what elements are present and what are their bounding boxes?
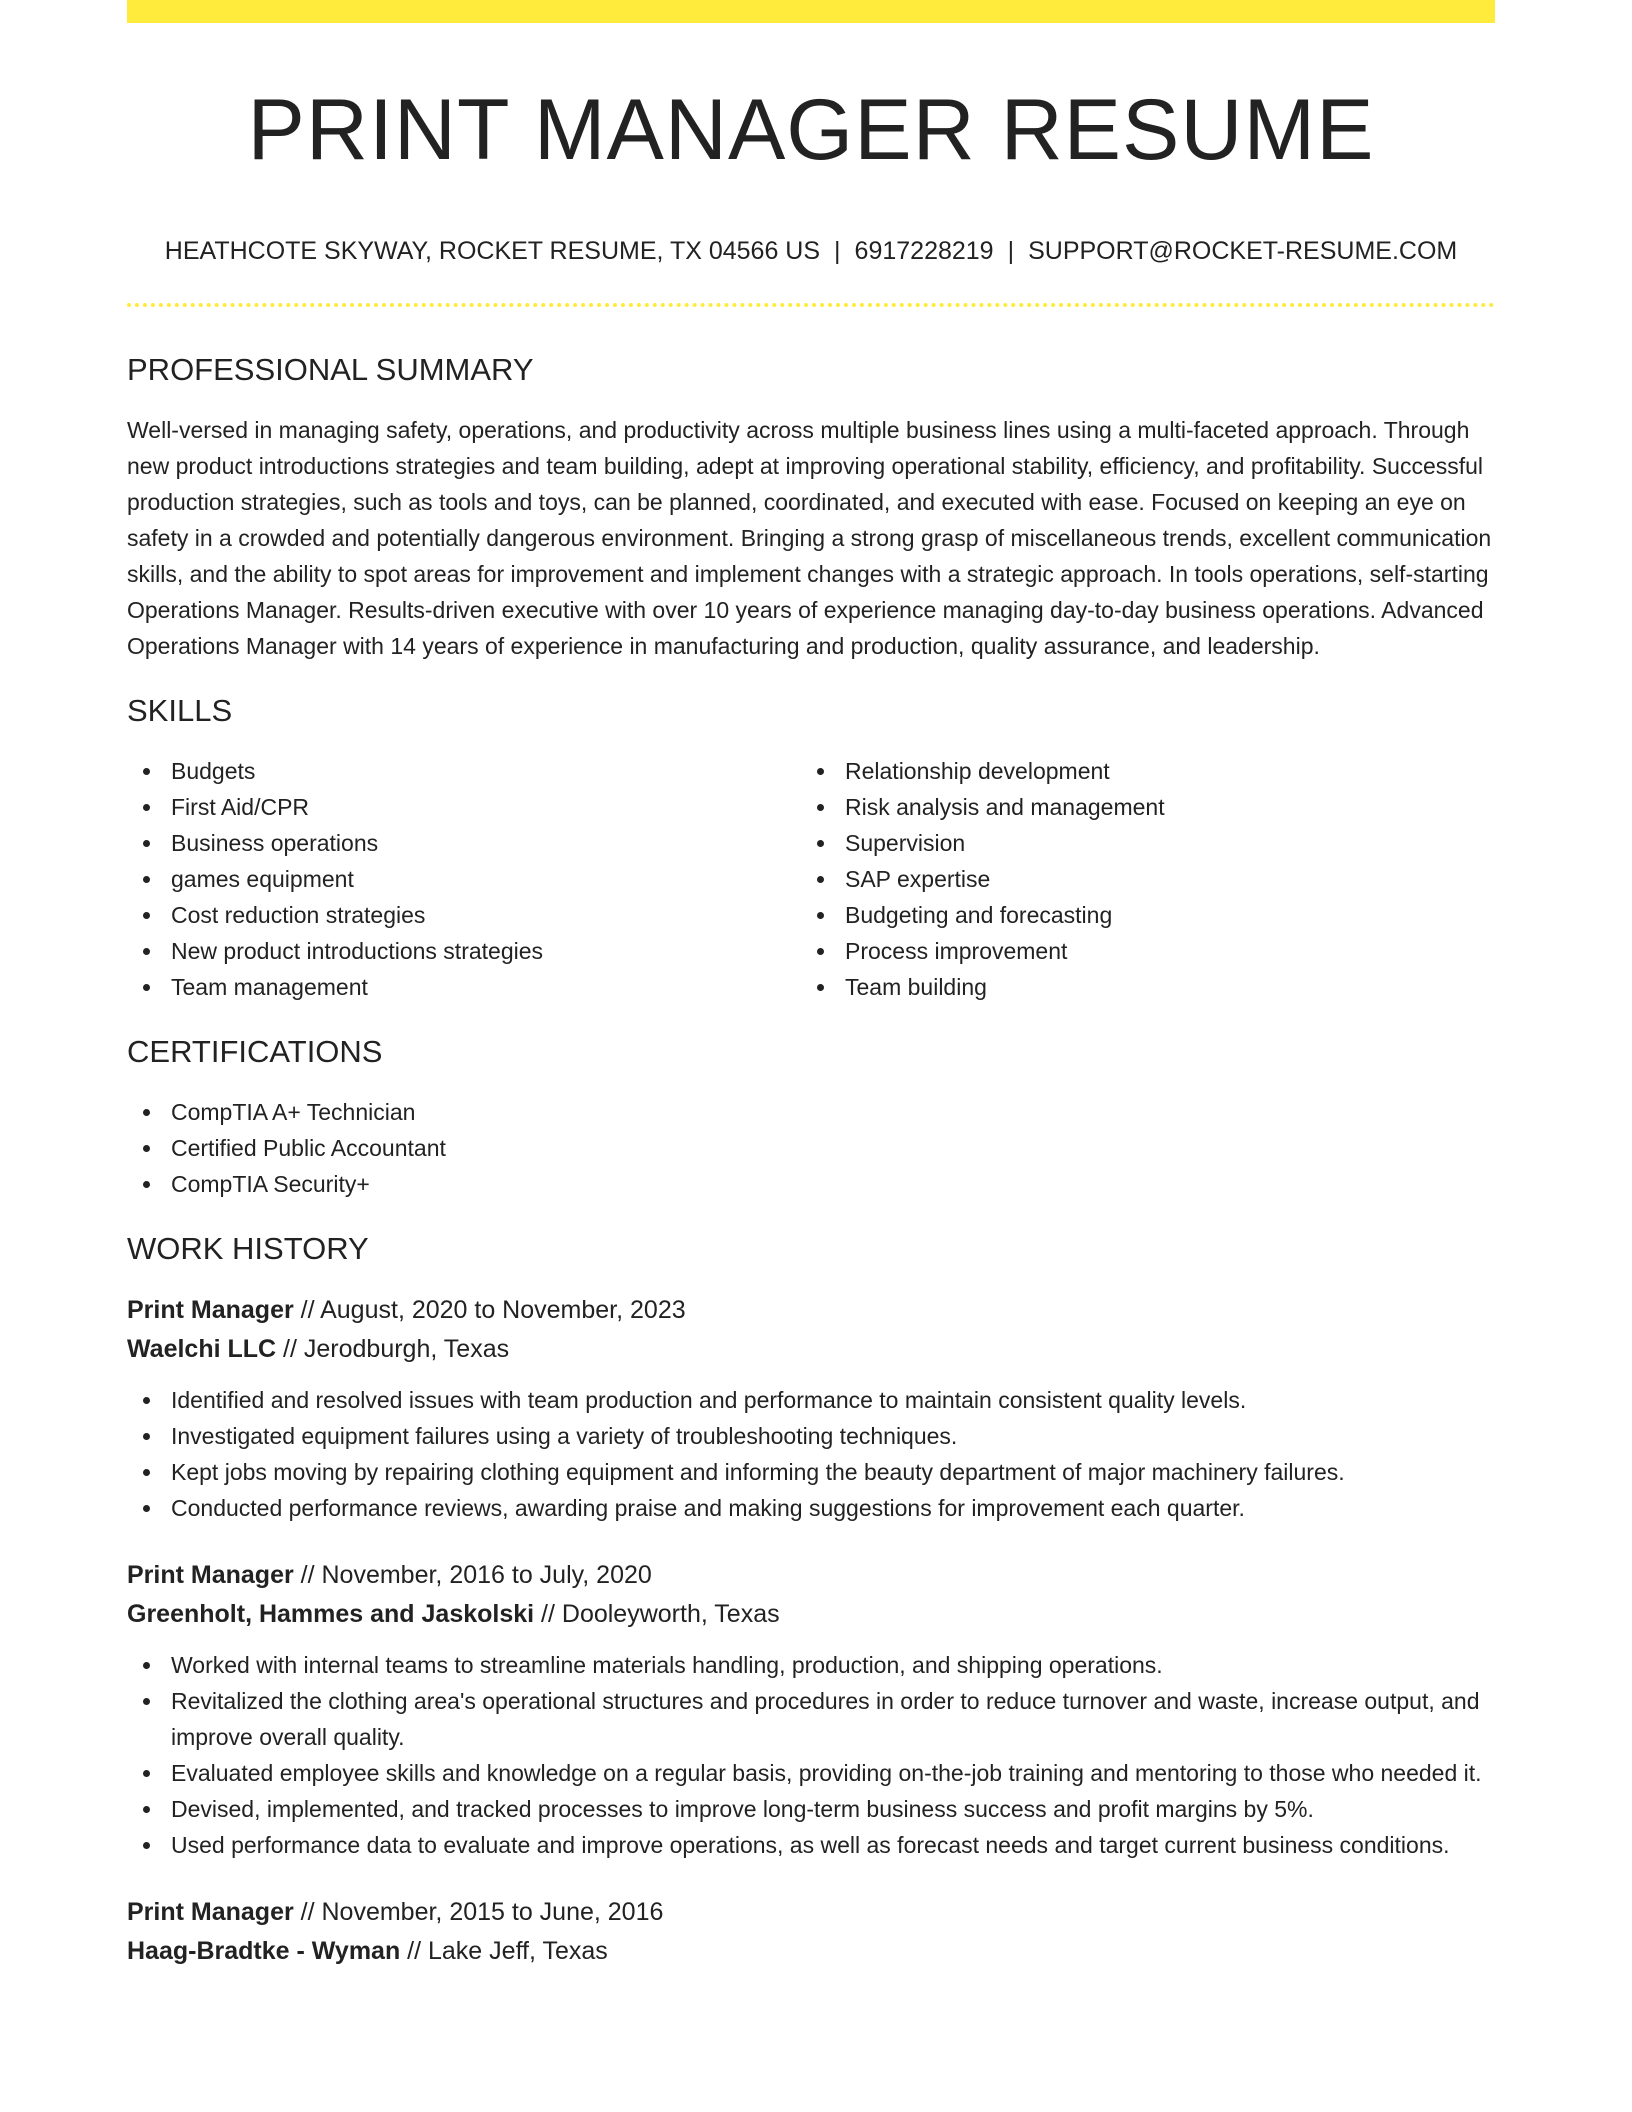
skills-heading: SKILLS <box>127 693 233 728</box>
job-bullets <box>127 1382 1495 1526</box>
certification-item: Certified Public Accountant <box>127 1130 1495 1166</box>
job-entry <box>127 1291 1495 1526</box>
summary-text: Well-versed in managing safety, operations, and productivity across multiple business lines using a multi-faceted approach. Through new product introductions strategies and team building, adept at improving operational stability, efficiency, and profitability. Successful production strategies, such as tools and toys, can be planned, coordinated, and executed with ease. Focused on keeping an eye on safety in a crowded and potentially dangerous environment. Bringing a strong grasp of miscellaneous trends, excellent communication skills, and the ability to spot areas for improvement and implement changes with a strategic approach. In tools operations, self-starting Operations Manager. Results-driven executive with over 10 years of experience managing day-to-day business operations. Advanced Operations Manager with 14 years of experience in manufacturing and production, quality assurance, and leadership. <box>127 417 1492 659</box>
certifications-list <box>127 1094 1495 1202</box>
job-bullet: Conducted performance reviews, awarding praise and making suggestions for improvement each quarter. <box>127 1490 1495 1526</box>
job-role: Print Manager <box>127 1898 294 1926</box>
job-location: // Dooleyworth, Texas <box>534 1600 780 1628</box>
job-role: Print Manager <box>127 1561 294 1589</box>
skills-list-left <box>127 753 801 1005</box>
job-company: Haag-Bradtke - Wyman <box>127 1937 401 1965</box>
skill-item: Business operations <box>127 825 801 861</box>
job-bullet: Evaluated employee skills and knowledge on a regular basis, providing on-the-job training and mentoring to those who needed it. <box>127 1755 1495 1791</box>
job-dates: // November, 2015 to June, 2016 <box>293 1898 664 1926</box>
job-entry <box>127 1556 1495 1863</box>
skill-item: Relationship development <box>801 753 1475 789</box>
skill-item: Cost reduction strategies <box>127 897 801 933</box>
job-bullet: Kept jobs moving by repairing clothing equipment and informing the beauty department of major machinery failures. <box>127 1454 1495 1490</box>
contact-separator: | <box>1007 237 1015 265</box>
job-location: // Jerodburgh, Texas <box>276 1335 510 1363</box>
job-company-line <box>127 1330 1495 1369</box>
skill-item: SAP expertise <box>801 861 1475 897</box>
job-role-line <box>127 1556 1495 1595</box>
job-entry <box>127 1893 1495 1971</box>
contact-address: HEATHCOTE SKYWAY, ROCKET RESUME, TX 04566 US <box>164 237 821 265</box>
dotted-divider <box>127 303 1495 307</box>
work-history-heading: WORK HISTORY <box>127 1231 369 1266</box>
contact-separator: | <box>834 237 841 265</box>
skill-item: First Aid/CPR <box>127 789 801 825</box>
job-bullet: Worked with internal teams to streamline materials handling, production, and shipping operations. <box>127 1647 1495 1683</box>
job-company-line <box>127 1932 1495 1971</box>
job-role: Print Manager <box>127 1296 294 1324</box>
job-company-line <box>127 1595 1495 1634</box>
skill-item: New product introductions strategies <box>127 933 801 969</box>
job-bullet: Devised, implemented, and tracked processes to improve long-term business success and profit margins by 5%. <box>127 1791 1495 1827</box>
contact-email[interactable]: SUPPORT@ROCKET-RESUME.COM <box>1028 237 1458 265</box>
job-dates: // August, 2020 to November, 2023 <box>293 1296 686 1324</box>
job-bullets <box>127 1647 1495 1863</box>
skill-item: Budgeting and forecasting <box>801 897 1475 933</box>
skill-item: Team building <box>801 969 1475 1005</box>
skills-list-right <box>801 753 1475 1005</box>
certification-item: CompTIA A+ Technician <box>127 1094 1495 1130</box>
skill-item: Risk analysis and management <box>801 789 1475 825</box>
job-company: Greenholt, Hammes and Jaskolski <box>127 1600 535 1628</box>
job-bullet: Investigated equipment failures using a variety of troubleshooting techniques. <box>127 1418 1495 1454</box>
job-company: Waelchi LLC <box>127 1335 277 1363</box>
job-bullet: Identified and resolved issues with team production and performance to maintain consistent quality levels. <box>127 1382 1495 1418</box>
job-dates: // November, 2016 to July, 2020 <box>293 1561 652 1589</box>
contact-phone: 6917228219 <box>854 237 994 265</box>
top-accent-bar <box>127 0 1495 23</box>
skill-item: Process improvement <box>801 933 1475 969</box>
skill-item: Budgets <box>127 753 801 789</box>
resume-page <box>127 0 1495 1971</box>
job-bullet: Used performance data to evaluate and improve operations, as well as forecast needs and target current business conditions. <box>127 1827 1495 1863</box>
job-bullet: Revitalized the clothing area's operational structures and procedures in order to reduce turnover and waste, increase output, and improve overall quality. <box>127 1683 1495 1755</box>
skill-item: Team management <box>127 969 801 1005</box>
resume-title: PRINT MANAGER RESUME <box>247 82 1375 178</box>
skills-columns <box>127 753 1495 1005</box>
job-role-line <box>127 1291 1495 1330</box>
certifications-heading: CERTIFICATIONS <box>127 1034 383 1069</box>
skill-item: Supervision <box>801 825 1475 861</box>
job-role-line <box>127 1893 1495 1932</box>
skill-item: games equipment <box>127 861 801 897</box>
job-location: // Lake Jeff, Texas <box>400 1937 608 1965</box>
certification-item: CompTIA Security+ <box>127 1166 1495 1202</box>
contact-line <box>127 236 1495 266</box>
summary-heading: PROFESSIONAL SUMMARY <box>127 352 534 387</box>
